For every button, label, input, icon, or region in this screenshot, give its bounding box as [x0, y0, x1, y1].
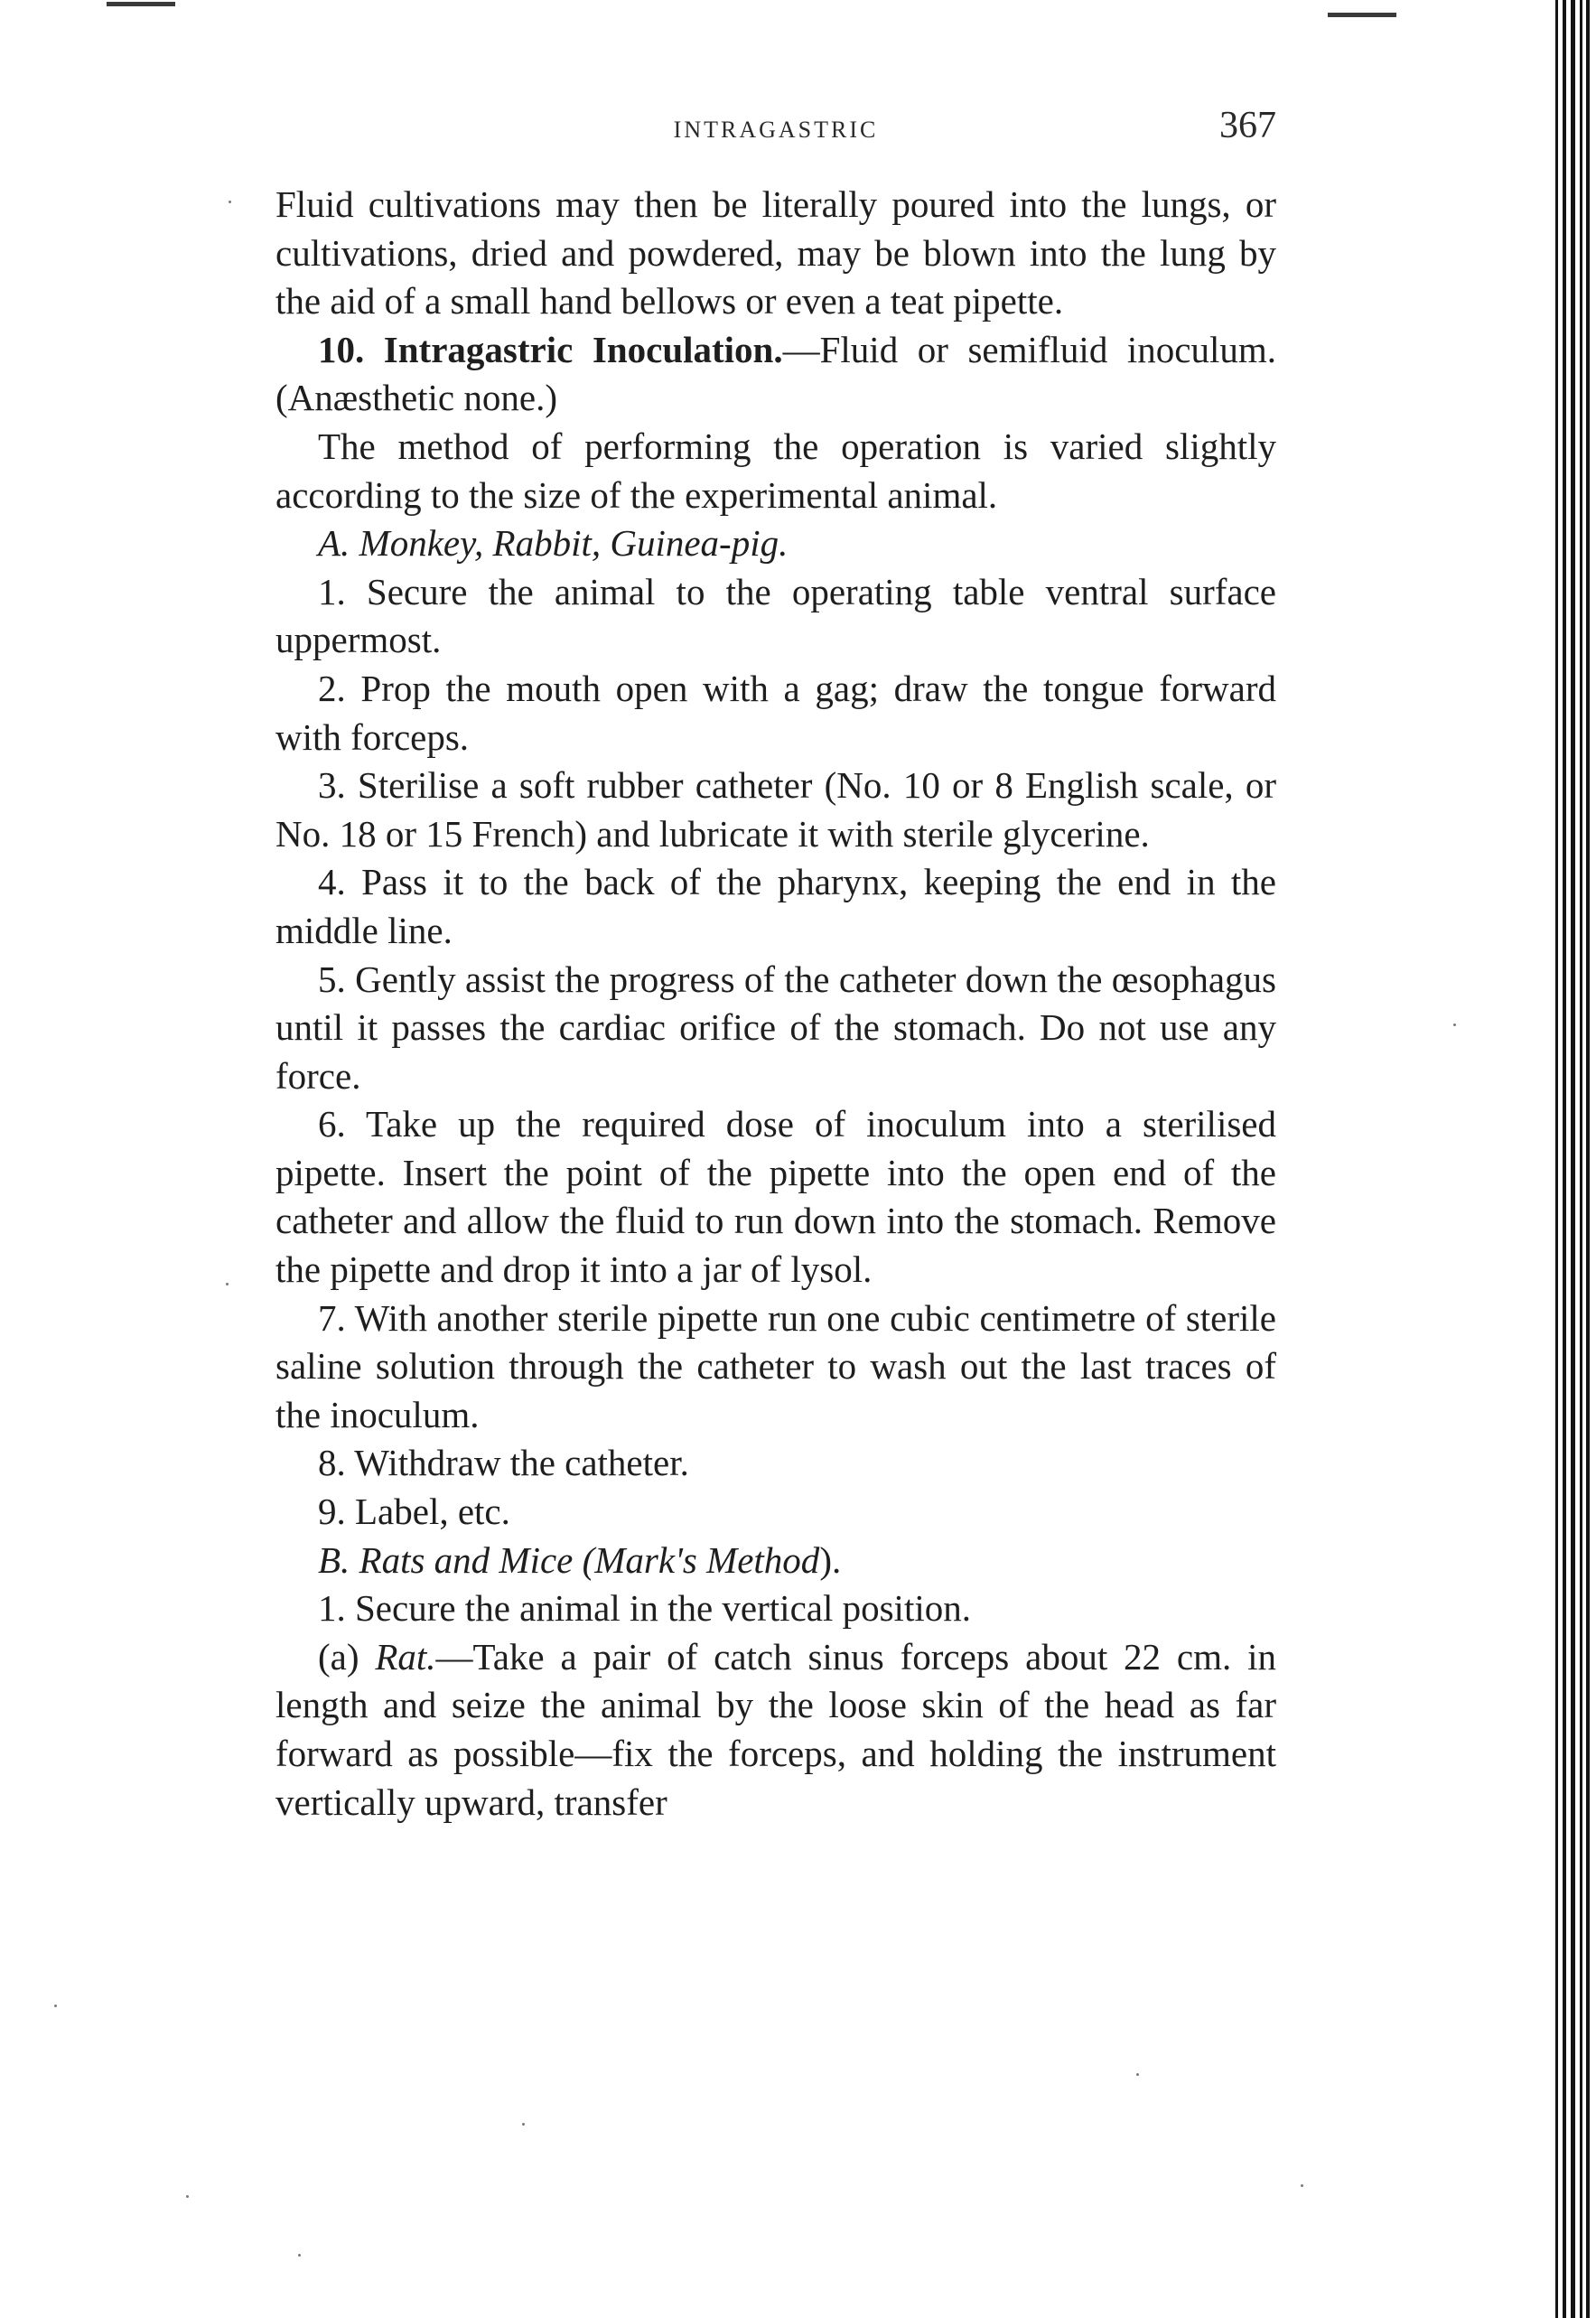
subheading-rats-mice — [275, 1537, 1276, 1585]
subheading-b-lead: B. Rats and Mice ( — [318, 1538, 595, 1581]
paragraph-lung-inoculation: Fluid cultivations may then be literally poured into the lungs, or cultivations, dried and powdered, may be blown into the lung by the aid of a small hand bellows or even a teat pipette. — [275, 183, 1276, 322]
step-b-1a-rat: Rat. — [375, 1635, 436, 1678]
running-head — [275, 104, 1276, 158]
binding-edge-line — [1555, 0, 1558, 2318]
running-title: INTRAGASTRIC — [673, 117, 879, 143]
step-a-7: 7. With another sterile pipette run one cubic centimetre of sterile saline solution through the catheter to wash out the last traces of the inoculum. — [275, 1296, 1276, 1435]
subheading-monkey-rabbit: A. Monkey, Rabbit, Guinea-pig. — [318, 522, 789, 565]
binding-edge-line — [1563, 0, 1566, 2318]
scan-speck — [522, 2123, 525, 2126]
paragraph-section-10 — [275, 326, 1276, 423]
scan-speck — [226, 1283, 229, 1285]
body-text — [275, 181, 1276, 1827]
binding-edge-line — [1580, 0, 1582, 2318]
scan-speck — [186, 2195, 189, 2198]
step-a-2: 2. Prop the mouth open with a gag; draw the tongue forward with forceps. — [275, 667, 1276, 758]
subheading-b-tail: ). — [819, 1538, 842, 1581]
step-a-9: 9. Label, etc. — [318, 1491, 510, 1533]
section-heading: 10. Intragastric Inoculation. — [318, 328, 783, 370]
section-intro: —Fluid or semifluid inoculum. (Anæsthetic none.) — [275, 328, 1276, 419]
step-a-8: 8. Withdraw the catheter. — [318, 1442, 689, 1484]
scan-speck — [1136, 2073, 1139, 2076]
page-number: 367 — [1219, 105, 1276, 146]
scan-corner-mark — [107, 2, 175, 6]
subheading-b-method: Mark's Method — [594, 1538, 820, 1581]
step-a-5: 5. Gently assist the progress of the catheter down the œsophagus until it passes the cardiac orifice of the stomach. Do not use any force. — [275, 958, 1276, 1097]
step-b-1a — [275, 1633, 1276, 1827]
step-a-4: 4. Pass it to the back of the pharynx, keeping the end in the middle line. — [275, 861, 1276, 951]
step-a-6: 6. Take up the required dose of inoculum into a sterilised pipette. Insert the point of the pipette into the open end of the catheter and allow the fluid to run down into the stomach. Remove the pipette and drop it into a jar of lysol. — [275, 1103, 1276, 1291]
scan-speck — [229, 201, 231, 203]
step-a-3: 3. Sterilise a soft rubber catheter (No. 10 or 8 English scale, or No. 18 or 15 French) and lubricate it with sterile glycerine. — [275, 764, 1276, 855]
step-a-1: 1. Secure the animal to the operating table ventral surface uppermost. — [275, 570, 1276, 661]
scan-speck — [54, 2005, 57, 2007]
binding-edge-line — [1586, 0, 1590, 2318]
scan-speck — [1301, 2184, 1303, 2187]
scan-speck — [298, 2254, 301, 2257]
scan-speck — [1453, 1023, 1456, 1026]
paragraph-method-note: The method of performing the operation is varied slightly according to the size of the experimental animal. — [275, 425, 1276, 516]
step-b-1a-lead: (a) — [318, 1635, 376, 1678]
binding-edge-line — [1571, 0, 1575, 2318]
scan-corner-mark — [1328, 13, 1396, 17]
step-b-1a-text: —Take a pair of catch sinus forceps about 22 cm. in length and seize the animal by the loose skin of the head as far forward as possible—fix the forceps, and holding the instrument vertically upward, transfer — [275, 1635, 1276, 1823]
step-b-1: 1. Secure the animal in the vertical position. — [318, 1587, 971, 1630]
